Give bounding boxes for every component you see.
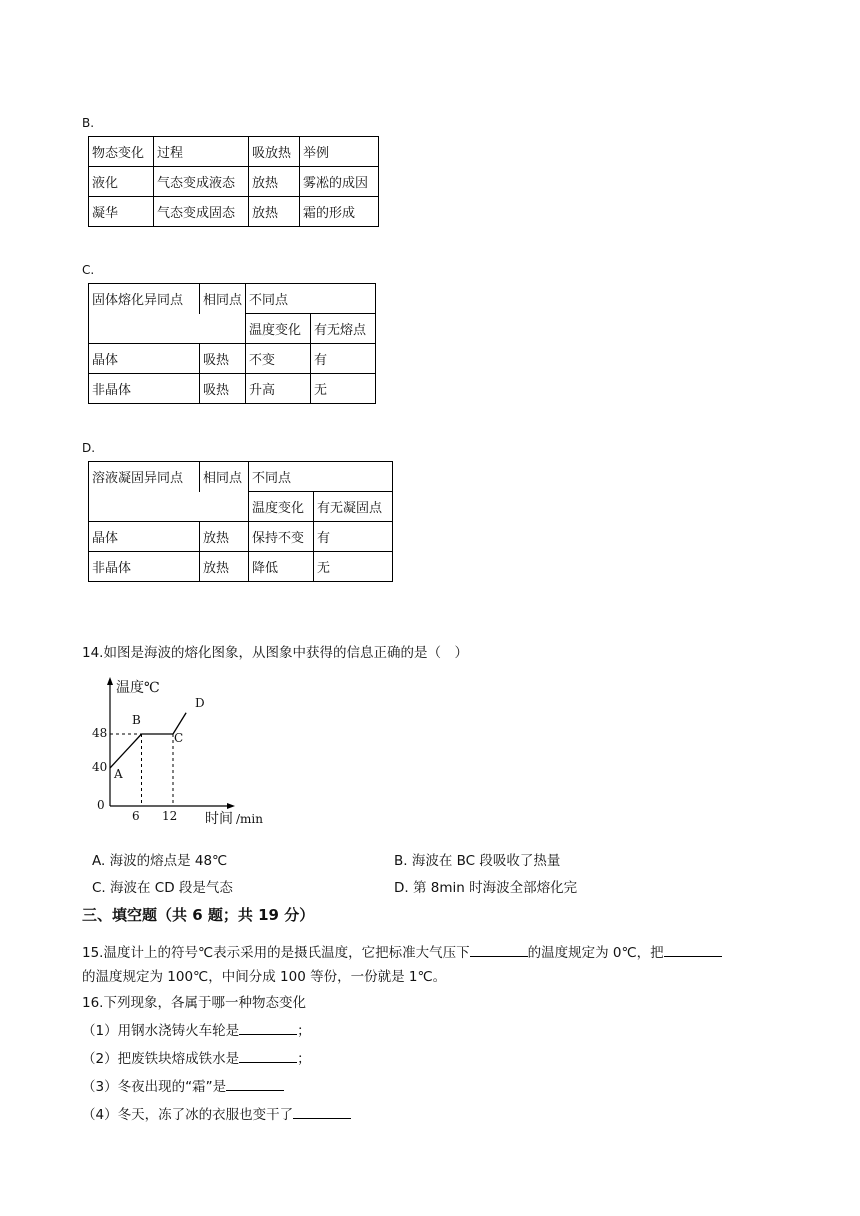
table-cell: 放热: [249, 197, 300, 227]
segment-ab: [110, 734, 142, 768]
table-cell: 不同点: [246, 284, 376, 314]
x-axis-arrow: [227, 803, 235, 809]
q14-option-d[interactable]: D. 第 8min 时海波全部熔化完: [394, 880, 578, 896]
point-c-label: C: [174, 731, 184, 745]
table-row: [89, 284, 376, 314]
table-row: [89, 462, 393, 492]
table-cell: 吸放热: [249, 137, 300, 167]
table-cell: 气态变成固态: [154, 197, 249, 227]
table-cell: 保持不变: [249, 522, 314, 552]
q15-part3: 的温度规定为 100℃，中间分成 100 等份，一份就是 1℃。: [82, 969, 447, 985]
point-d-label: D: [195, 696, 205, 710]
table-cell: 放热: [200, 522, 249, 552]
table-cell: 放热: [200, 552, 249, 582]
table-cell: 物态变化: [89, 137, 154, 167]
table-cell: 无: [311, 374, 376, 404]
table-cell: 溶液凝固异同点: [89, 462, 200, 492]
table-row: [89, 522, 393, 552]
table-cell: 霜的形成: [300, 197, 379, 227]
q15-line2: [82, 966, 446, 988]
q16-item-4: [82, 1104, 351, 1126]
q16-item-end: ；: [297, 1051, 311, 1067]
q15: [82, 942, 802, 964]
point-a-label: A: [114, 767, 123, 781]
table-cell: [89, 492, 249, 522]
q14-option-a[interactable]: A. 海波的熔点是 48℃: [92, 853, 228, 869]
q16-item-text: （3）冬夜出现的“霜”是: [82, 1079, 227, 1095]
y-tick-0: 0: [97, 798, 105, 812]
q15-part2: 的温度规定为 0℃，把: [527, 945, 664, 961]
y-tick-40: 40: [92, 760, 108, 774]
table-cell: [89, 314, 246, 344]
table-cell: 升高: [246, 374, 311, 404]
table-cell: 雾凇的成因: [300, 167, 379, 197]
y-axis-arrow: [107, 677, 113, 685]
q16-item-2: [82, 1048, 311, 1070]
q16-item-end: ；: [297, 1023, 311, 1039]
answer-blank[interactable]: [239, 1048, 297, 1063]
table-cell: 晶体: [89, 522, 200, 552]
table-cell: 降低: [249, 552, 314, 582]
x-tick-12: 12: [162, 809, 178, 823]
q16-item-text: （1）用钢水浇铸火车轮是: [82, 1023, 240, 1039]
table-row: [89, 344, 376, 374]
x-tick-6: 6: [132, 809, 140, 823]
table-cell: 凝华: [89, 197, 154, 227]
table-cell: 无: [314, 552, 393, 582]
q16-item-text: （4）冬天，冻了冰的衣服也变干了: [82, 1107, 294, 1123]
table-cell: 相同点: [200, 284, 246, 314]
table-cell: 晶体: [89, 344, 200, 374]
y-tick-48: 48: [92, 726, 108, 740]
option-c-letter: C.: [82, 263, 95, 277]
q16-item-1: [82, 1020, 311, 1042]
table-cell: 有无凝固点: [314, 492, 393, 522]
point-b-label: B: [132, 713, 141, 727]
table-row: [89, 167, 379, 197]
table-cell: 不变: [246, 344, 311, 374]
table-cell: 过程: [154, 137, 249, 167]
table-cell: 不同点: [249, 462, 393, 492]
y-axis-label: 温度℃: [116, 680, 160, 696]
answer-blank[interactable]: [293, 1104, 351, 1119]
answer-blank[interactable]: [239, 1020, 297, 1035]
melting-graph: [85, 675, 285, 835]
table-cell: 吸热: [200, 344, 246, 374]
q14-option-c[interactable]: C. 海波在 CD 段是气态: [92, 880, 233, 896]
option-b-letter: B.: [82, 116, 95, 130]
x-axis-unit: /min: [236, 812, 263, 826]
table-cell: 温度变化: [246, 314, 311, 344]
q14-stem: 14.如图是海波的熔化图象，从图象中获得的信息正确的是（ ）: [82, 645, 468, 661]
option-c-table: [88, 283, 376, 404]
table-row: [89, 197, 379, 227]
table-cell: 放热: [249, 167, 300, 197]
table-cell: 固体熔化异同点: [89, 284, 200, 314]
answer-blank[interactable]: [664, 942, 722, 957]
q14-option-b[interactable]: B. 海波在 BC 段吸收了热量: [394, 853, 561, 869]
q16-item-3: [82, 1076, 284, 1098]
q16-item-text: （2）把废铁块熔成铁水是: [82, 1051, 240, 1067]
table-cell: 液化: [89, 167, 154, 197]
table-cell: 举例: [300, 137, 379, 167]
q15-part1: 15.温度计上的符号℃表示采用的是摄氏温度，它把标准大气压下: [82, 945, 470, 961]
option-d-letter: D.: [82, 441, 96, 455]
option-b-table: [88, 136, 379, 227]
section-title: 三、填空题（共 6 题；共 19 分）: [82, 906, 315, 924]
table-row: [89, 314, 376, 344]
table-row: [89, 552, 393, 582]
q16-stem: 16.下列现象，各属于哪一种物态变化: [82, 995, 306, 1011]
option-d-table: [88, 461, 393, 582]
table-cell: 有无熔点: [311, 314, 376, 344]
table-cell: 温度变化: [249, 492, 314, 522]
table-cell: 有: [311, 344, 376, 374]
table-cell: 有: [314, 522, 393, 552]
table-cell: 非晶体: [89, 374, 200, 404]
table-cell: 气态变成液态: [154, 167, 249, 197]
answer-blank[interactable]: [226, 1076, 284, 1091]
table-row: [89, 137, 379, 167]
table-cell: 吸热: [200, 374, 246, 404]
answer-blank[interactable]: [470, 942, 528, 957]
table-cell: 相同点: [200, 462, 249, 492]
x-axis-label: 时间: [205, 811, 233, 827]
table-row: [89, 374, 376, 404]
table-row: [89, 492, 393, 522]
table-cell: 非晶体: [89, 552, 200, 582]
